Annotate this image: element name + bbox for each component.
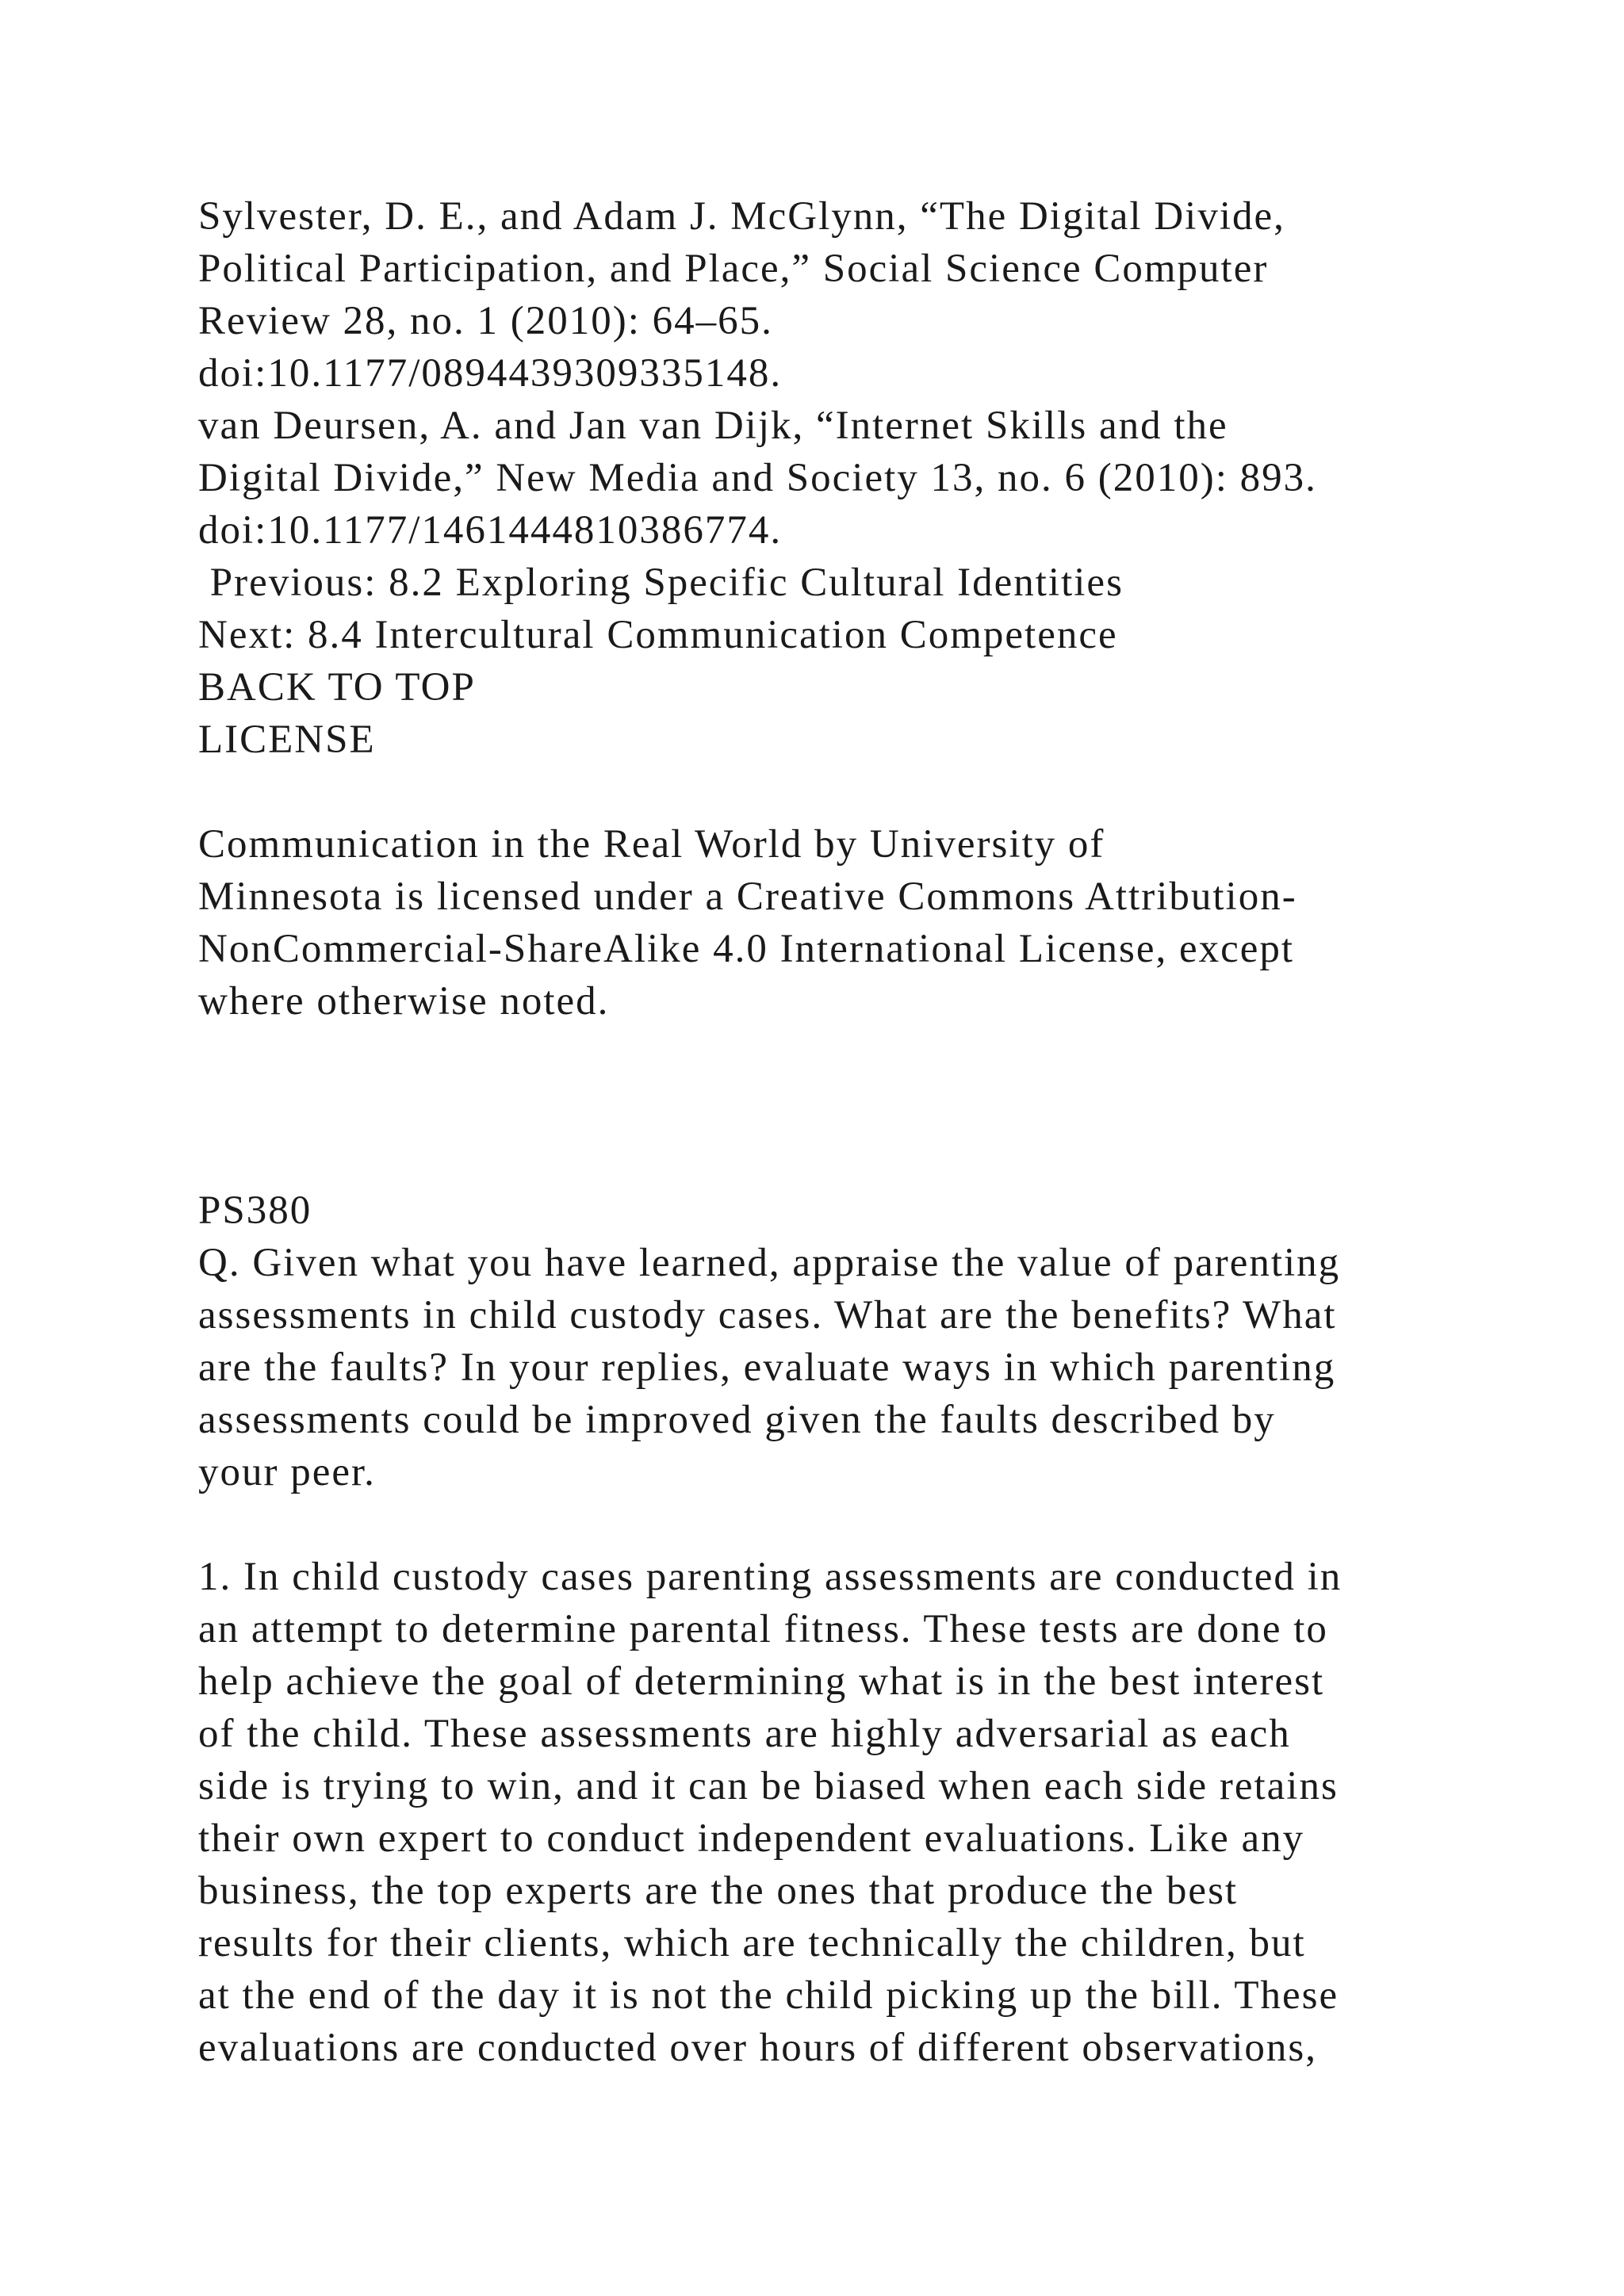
license-line: NonCommercial-ShareAlike 4.0 International License, except (198, 927, 1295, 971)
reference-line: Review 28, no. 1 (2010): 64–65. (198, 299, 773, 343)
answer-line: help achieve the goal of determining what is in the best interest (198, 1659, 1325, 1704)
reference-line: Sylvester, D. E., and Adam J. McGlynn, “The Digital Divide, (198, 194, 1285, 239)
question-paragraph (198, 1237, 1451, 1498)
answer-line: side is trying to win, and it can be biased when each side retains (198, 1764, 1339, 1808)
previous-link[interactable]: Previous: 8.2 Exploring Specific Cultural Identities (198, 561, 1124, 605)
reference-sylvester (198, 190, 1451, 400)
spacer (198, 1027, 1451, 1184)
license-heading: LICENSE (198, 718, 376, 762)
back-to-top-link[interactable]: BACK TO TOP (198, 665, 476, 710)
course-code: PS380 (198, 1188, 312, 1233)
license-line: Communication in the Real World by University of (198, 822, 1105, 867)
reference-line: Digital Divide,” New Media and Society 13, no. 6 (2010): 893. (198, 456, 1317, 500)
answer-line: results for their clients, which are technically the children, but (198, 1921, 1306, 1965)
question-line: your peer. (198, 1450, 376, 1494)
answer-line: an attempt to determine parental fitness. These tests are done to (198, 1607, 1328, 1651)
answer-line: at the end of the day it is not the child picking up the bill. These (198, 1973, 1339, 2018)
spacer (198, 766, 1451, 818)
answer-line: evaluations are conducted over hours of different observations, (198, 2026, 1317, 2070)
next-link[interactable]: Next: 8.4 Intercultural Communication Competence (198, 613, 1118, 657)
license-line: where otherwise noted. (198, 979, 610, 1024)
answer-line: business, the top experts are the ones that produce the best (198, 1869, 1239, 1913)
document-page (198, 190, 1451, 2074)
reference-van-deursen (198, 400, 1451, 557)
spacer (198, 1498, 1451, 1551)
question-line: are the faults? In your replies, evaluate ways in which parenting (198, 1345, 1336, 1390)
license-paragraph (198, 818, 1451, 1027)
answer-line: their own expert to conduct independent evaluations. Like any (198, 1816, 1305, 1861)
answer-paragraph-1 (198, 1551, 1451, 2074)
reference-line: van Deursen, A. and Jan van Dijk, “Internet Skills and the (198, 404, 1228, 448)
answer-line: of the child. These assessments are highly adversarial as each (198, 1712, 1291, 1756)
license-line: Minnesota is licensed under a Creative Commons Attribution- (198, 874, 1297, 919)
question-line: assessments could be improved given the faults described by (198, 1398, 1276, 1442)
reference-line: Political Participation, and Place,” Social Science Computer (198, 247, 1269, 291)
reference-doi: doi:10.1177/0894439309335148. (198, 351, 783, 396)
question-line: Q. Given what you have learned, appraise the value of parenting (198, 1241, 1341, 1285)
question-line: assessments in child custody cases. What are the benefits? What (198, 1293, 1337, 1337)
answer-line: 1. In child custody cases parenting assessments are conducted in (198, 1555, 1342, 1599)
reference-doi: doi:10.1177/1461444810386774. (198, 508, 783, 553)
